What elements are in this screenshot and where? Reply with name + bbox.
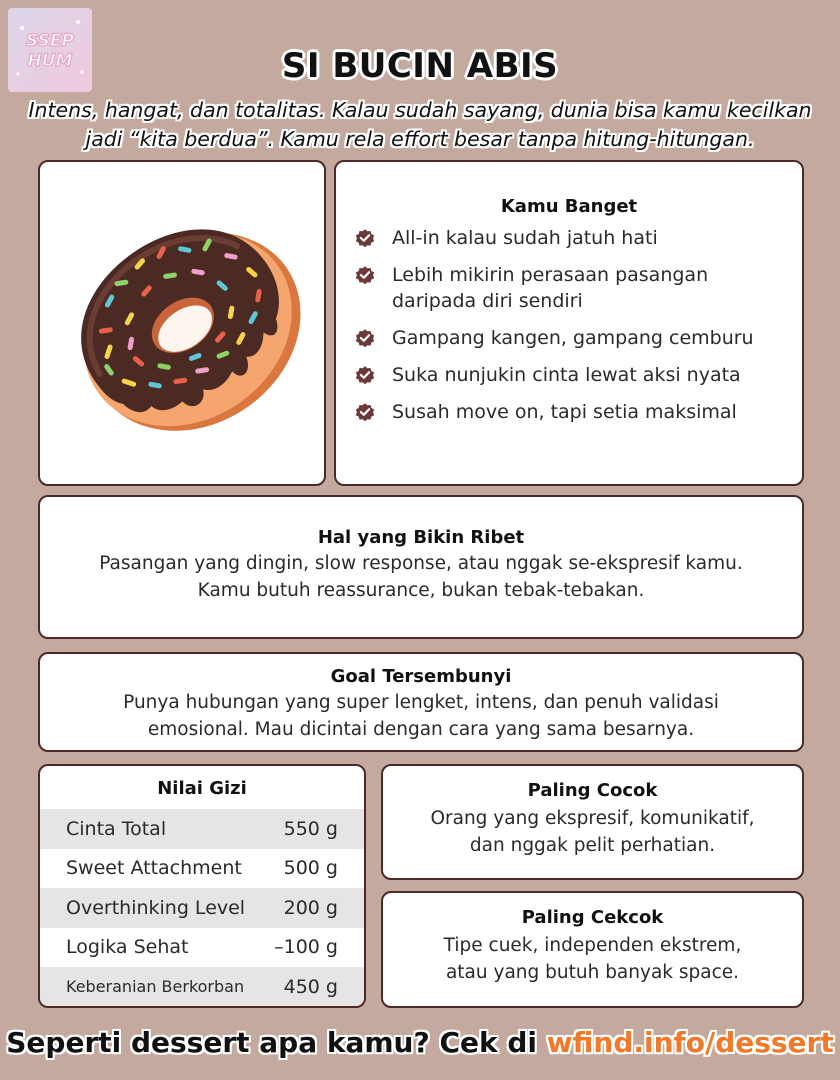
list-item — [354, 399, 784, 425]
cocok-title: Paling Cocok — [527, 780, 658, 801]
paling-cocok-card — [381, 764, 804, 880]
table-row — [40, 888, 364, 928]
table-row — [40, 967, 364, 1007]
ribet-card — [38, 495, 804, 639]
ribet-text: Pasangan yang dingin, slow response, atau nggak se-ekspresif kamu. Kamu butuh reassurance, bukan tebak-tebakan. — [99, 553, 743, 601]
illustration-card — [38, 160, 326, 486]
logo-text-bottom: HUM — [27, 51, 73, 71]
nilai-gizi-card — [38, 764, 366, 1008]
list-item — [354, 325, 784, 351]
trait-text: Lebih mikirin perasaan pasangan daripada diri sendiri — [392, 264, 709, 312]
footer-text: Seperti dessert apa kamu? Cek di — [6, 1026, 547, 1059]
list-item — [354, 362, 784, 388]
table-row — [40, 809, 364, 849]
table-row — [40, 928, 364, 968]
goal-text: Punya hubungan yang super lengket, intens, dan penuh validasi emosional. Mau dicintai dengan cara yang sama besarnya. — [123, 692, 719, 740]
table-row — [40, 849, 364, 889]
gizi-name: Cinta Total — [66, 817, 167, 840]
footer-link[interactable]: wfind.info/dessert — [546, 1026, 834, 1059]
gizi-value: 500 g — [283, 857, 338, 880]
cocok-text: Orang yang ekspresif, komunikatif, dan nggak pelit perhatian. — [430, 808, 755, 856]
gizi-name: Logika Sehat — [66, 936, 189, 959]
chocolate-donut-sprinkles-icon — [50, 192, 318, 462]
goal-card — [38, 652, 804, 752]
check-badge-icon — [354, 401, 376, 423]
ribet-title: Hal yang Bikin Ribet — [317, 527, 525, 548]
check-badge-icon — [354, 327, 376, 349]
gizi-name: Overthinking Level — [66, 896, 246, 919]
logo-text-top: SSEP — [26, 31, 74, 51]
goal-title: Goal Tersembunyi — [330, 666, 512, 687]
list-item — [354, 262, 784, 314]
gizi-name: Keberanian Berkorban — [66, 977, 245, 997]
trait-text: Gampang kangen, gampang cemburu — [392, 327, 754, 349]
gizi-value: 200 g — [283, 896, 338, 919]
check-badge-icon — [354, 364, 376, 386]
footer-cta — [0, 1026, 840, 1059]
page-subtitle: Intens, hangat, dan totalitas. Kalau sudah sayang, dunia bisa kamu kecilkan jadi “kita berdua”. Kamu rela effort besar tanpa hitung-hitungan. — [28, 98, 812, 151]
kamu-banget-list — [354, 225, 784, 425]
gizi-title: Nilai Gizi — [157, 778, 247, 799]
kamu-banget-card — [334, 160, 804, 486]
cekcok-text: Tipe cuek, independen ekstrem, atau yang butuh banyak space. — [443, 935, 742, 983]
page-title: SI BUCIN ABIS — [281, 46, 559, 86]
check-badge-icon — [354, 227, 376, 249]
list-item — [354, 225, 784, 251]
trait-text: Suka nunjukin cinta lewat aksi nyata — [392, 364, 741, 386]
paling-cekcok-card — [381, 891, 804, 1008]
trait-text: All-in kalau sudah jatuh hati — [392, 227, 658, 249]
check-badge-icon — [354, 264, 376, 286]
gizi-name: Sweet Attachment — [66, 857, 242, 880]
gizi-value: 450 g — [283, 975, 338, 998]
trait-text: Susah move on, tapi setia maksimal — [392, 401, 737, 423]
kamu-banget-title: Kamu Banget — [500, 196, 638, 217]
cekcok-title: Paling Cekcok — [521, 907, 664, 928]
gizi-value: 550 g — [283, 817, 338, 840]
gizi-value: –100 g — [274, 936, 338, 959]
